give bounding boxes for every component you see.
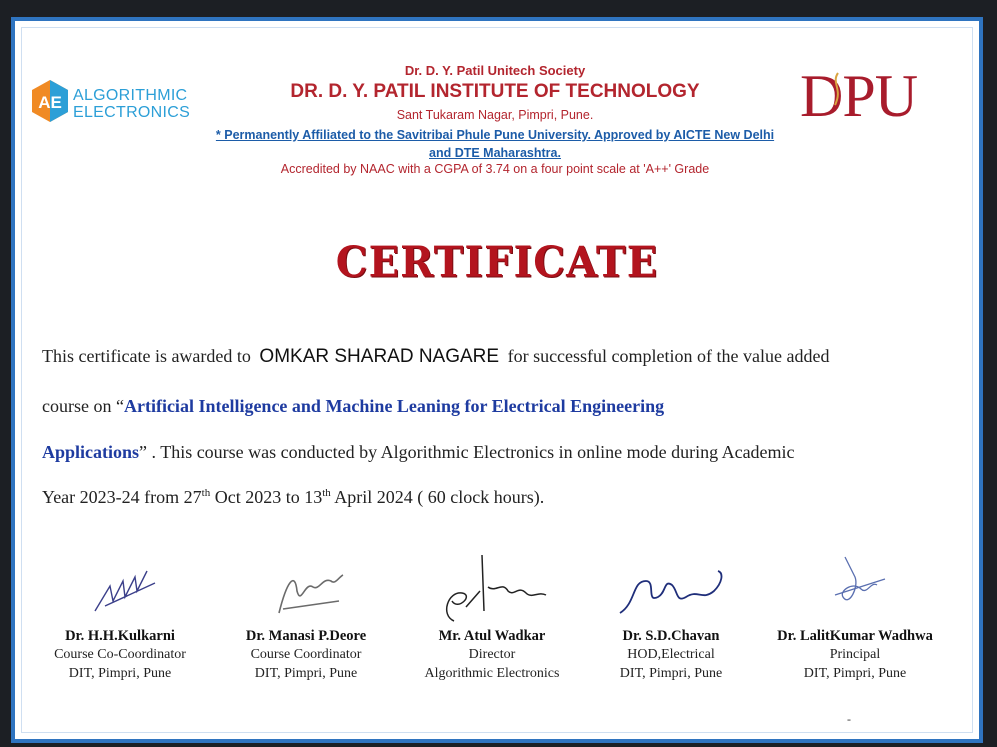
signature-deore-icon	[261, 551, 351, 623]
signatory-name: Mr. Atul Wadkar	[438, 628, 546, 644]
signatory-role: Course Coordinator	[250, 647, 362, 662]
signatory-chavan	[576, 551, 766, 683]
ae-logo-line1: ALGORITHMIC	[73, 87, 188, 104]
signatory-name: Dr. S.D.Chavan	[622, 628, 720, 644]
society-name: Dr. D. Y. Patil Unitech Society	[404, 63, 586, 78]
affiliation-link[interactable]: * Permanently Affiliated to the Savitribai Phule Pune University. Approved by AICTE New Delhi and DTE Maharashtra.	[215, 128, 775, 160]
date-range-text: Oct 2023 to 13	[210, 487, 323, 507]
conducted-by-text: ” . This course was conducted by Algorithmic Electronics in online mode during Academic	[139, 442, 795, 462]
signatory-org: Algorithmic Electronics	[424, 666, 560, 681]
signatory-role: Principal	[829, 647, 881, 662]
signatory-role: Director	[468, 647, 516, 662]
signatory-role: HOD,Electrical	[627, 647, 715, 662]
naac-accreditation: Accredited by NAAC with a CGPA of 3.74 on a four point scale at 'A++' Grade	[280, 162, 710, 176]
signature-chavan-icon	[606, 551, 736, 623]
signatory-role: Course Co-Coordinator	[54, 647, 186, 662]
signature-wadkar-icon	[422, 551, 562, 631]
signature-kulkarni-icon	[75, 551, 165, 623]
signatory-org: DIT, Pimpri, Pune	[68, 666, 172, 681]
institute-address: Sant Tukaram Nagar, Pimpri, Pune.	[396, 108, 594, 122]
completion-text: for successful completion of the value added	[507, 346, 830, 366]
body-line-1	[42, 346, 829, 368]
duration-text: April 2024 ( 60 clock hours).	[330, 487, 545, 507]
footer-mark: -	[847, 712, 851, 726]
ae-logo-line2: ELECTRONICS	[73, 104, 191, 121]
date-suffix-1: th	[201, 487, 211, 499]
institute-name: DR. D. Y. PATIL INSTITUTE OF TECHNOLOGY	[290, 81, 700, 102]
certificate-title: CERTIFICATE	[335, 237, 659, 288]
certificate-page	[11, 17, 983, 743]
signatory-name: Dr. H.H.Kulkarni	[65, 628, 175, 644]
signatory-name: Dr. LalitKumar Wadhwa	[777, 628, 933, 644]
course-title-part1: Artificial Intelligence and Machine Leaning for Electrical Engineering	[123, 396, 665, 416]
signatory-name: Dr. Manasi P.Deore	[245, 628, 367, 644]
signatory-wadkar	[397, 551, 587, 683]
recipient-name: OMKAR SHARAD NAGARE	[259, 346, 500, 367]
algorithmic-electronics-logo	[30, 79, 190, 127]
awarded-to-text: This certificate is awarded to	[42, 346, 251, 366]
body-line-2	[42, 396, 664, 417]
signatory-wadhwa	[760, 551, 950, 683]
signatory-kulkarni	[25, 551, 215, 683]
signatory-deore	[211, 551, 401, 683]
ae-hexagon-logo-icon	[30, 79, 70, 123]
year-from-text: Year 2023-24 from 27	[42, 487, 202, 507]
body-line-4	[42, 487, 544, 508]
date-suffix-2: th	[322, 487, 331, 499]
course-title-part2: Applications	[42, 442, 140, 462]
signature-wadhwa-icon	[815, 551, 895, 623]
signatory-org: DIT, Pimpri, Pune	[254, 666, 358, 681]
signatory-org: DIT, Pimpri, Pune	[619, 666, 723, 681]
signatory-org: DIT, Pimpri, Pune	[803, 666, 907, 681]
dpu-logo: DPU	[800, 63, 918, 129]
ae-mark: AE	[38, 93, 62, 112]
course-on-text: course on “	[42, 396, 124, 416]
dpu-flame-icon	[827, 71, 849, 107]
body-line-3	[42, 442, 795, 463]
